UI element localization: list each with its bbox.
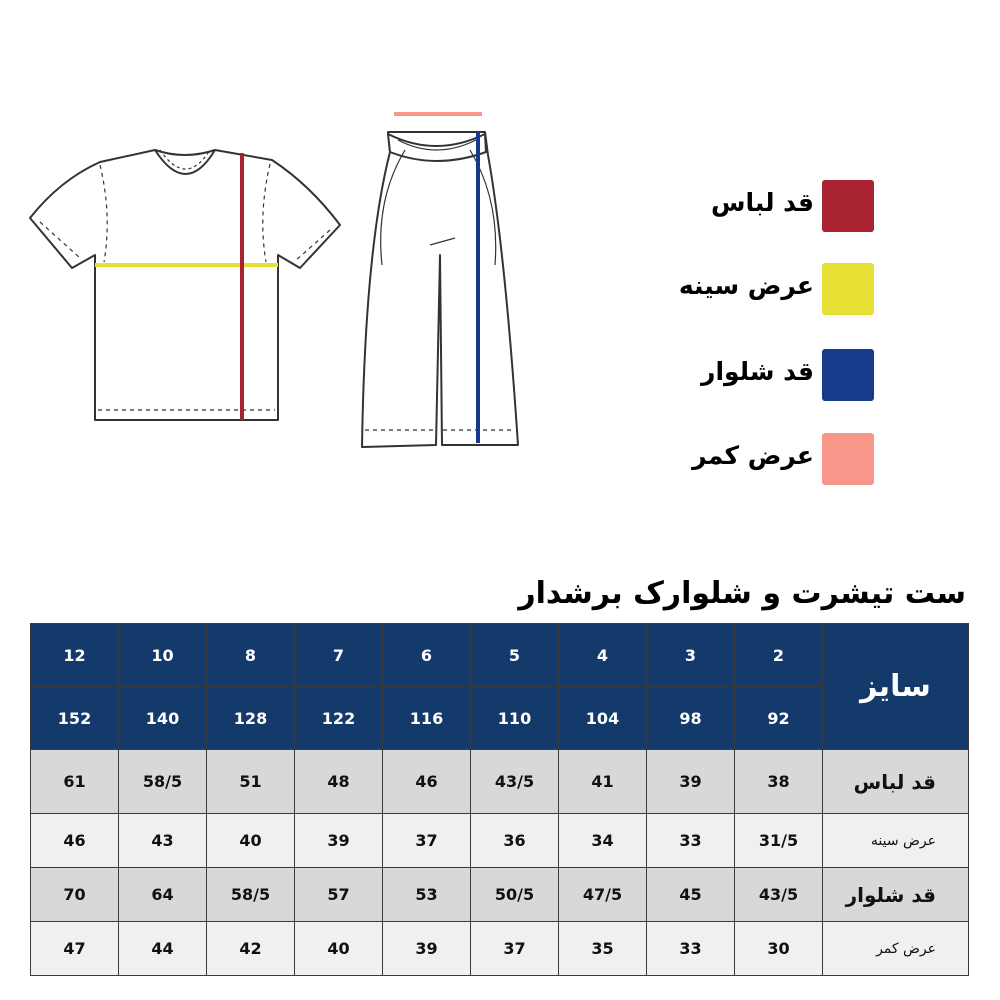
size-header-label: سایز — [823, 624, 969, 750]
table-cell: 47 — [31, 922, 119, 976]
table-cell: 64 — [119, 868, 207, 922]
row-label: عرض سینه — [823, 814, 969, 868]
size-cell: 10 — [119, 624, 207, 687]
table-cell: 48 — [295, 750, 383, 814]
table-row-dress-length — [31, 750, 969, 814]
legend-swatch — [822, 263, 874, 315]
table-cell: 31/5 — [735, 814, 823, 868]
legend-item-pants-length — [700, 349, 940, 405]
table-cell: 30 — [735, 922, 823, 976]
table-cell: 33 — [647, 922, 735, 976]
height-cell: 152 — [31, 687, 119, 750]
legend-swatch — [822, 349, 874, 401]
legend-swatch — [822, 433, 874, 485]
table-cell: 51 — [207, 750, 295, 814]
table-row-pants-length — [31, 868, 969, 922]
height-cell: 140 — [119, 687, 207, 750]
table-cell: 57 — [295, 868, 383, 922]
legend-label: عرض سینه — [678, 271, 814, 300]
table-cell: 39 — [647, 750, 735, 814]
height-cell: 104 — [559, 687, 647, 750]
table-cell: 43 — [119, 814, 207, 868]
table-cell: 46 — [383, 750, 471, 814]
tshirt-drawing — [30, 150, 340, 420]
size-cell: 4 — [559, 624, 647, 687]
table-cell: 34 — [559, 814, 647, 868]
height-cell: 98 — [647, 687, 735, 750]
size-row — [31, 624, 969, 687]
table-cell: 58/5 — [207, 868, 295, 922]
table-cell: 44 — [119, 922, 207, 976]
size-cell: 12 — [31, 624, 119, 687]
table-cell: 70 — [31, 868, 119, 922]
height-cell: 110 — [471, 687, 559, 750]
legend-label: قد لباس — [711, 188, 814, 217]
table-cell: 40 — [295, 922, 383, 976]
height-cell: 92 — [735, 687, 823, 750]
height-cell: 128 — [207, 687, 295, 750]
table-cell: 35 — [559, 922, 647, 976]
row-label: قد لباس — [823, 750, 969, 814]
table-cell: 43/5 — [471, 750, 559, 814]
table-cell: 61 — [31, 750, 119, 814]
table-row-chest-width — [31, 814, 969, 868]
table-cell: 47/5 — [559, 868, 647, 922]
table-cell: 36 — [471, 814, 559, 868]
legend-item-chest-width — [678, 263, 940, 319]
table-cell: 41 — [559, 750, 647, 814]
size-cell: 6 — [383, 624, 471, 687]
table-cell: 46 — [31, 814, 119, 868]
table-cell: 39 — [383, 922, 471, 976]
height-cell: 116 — [383, 687, 471, 750]
table-cell: 50/5 — [471, 868, 559, 922]
table-cell: 39 — [295, 814, 383, 868]
legend-item-waist-width — [692, 433, 940, 489]
height-cell: 122 — [295, 687, 383, 750]
table-cell: 43/5 — [735, 868, 823, 922]
table-cell: 37 — [383, 814, 471, 868]
size-cell: 2 — [735, 624, 823, 687]
size-cell: 5 — [471, 624, 559, 687]
row-label: قد شلوار — [823, 868, 969, 922]
table-cell: 37 — [471, 922, 559, 976]
size-table — [30, 623, 969, 976]
table-cell: 33 — [647, 814, 735, 868]
table-row-waist-width — [31, 922, 969, 976]
size-cell: 7 — [295, 624, 383, 687]
size-table-title: ست تیشرت و شلوارک برشدار — [518, 576, 966, 611]
legend-label: قد شلوار — [701, 357, 814, 386]
row-label: عرض کمر — [823, 922, 969, 976]
table-cell: 45 — [647, 868, 735, 922]
table-cell: 38 — [735, 750, 823, 814]
table-cell: 58/5 — [119, 750, 207, 814]
size-cell: 3 — [647, 624, 735, 687]
legend-swatch — [822, 180, 874, 232]
pants-drawing — [362, 132, 518, 447]
size-cell: 8 — [207, 624, 295, 687]
table-cell: 42 — [207, 922, 295, 976]
legend-item-dress-length — [700, 180, 940, 236]
table-cell: 40 — [207, 814, 295, 868]
table-cell: 53 — [383, 868, 471, 922]
legend-label: عرض کمر — [692, 441, 814, 470]
